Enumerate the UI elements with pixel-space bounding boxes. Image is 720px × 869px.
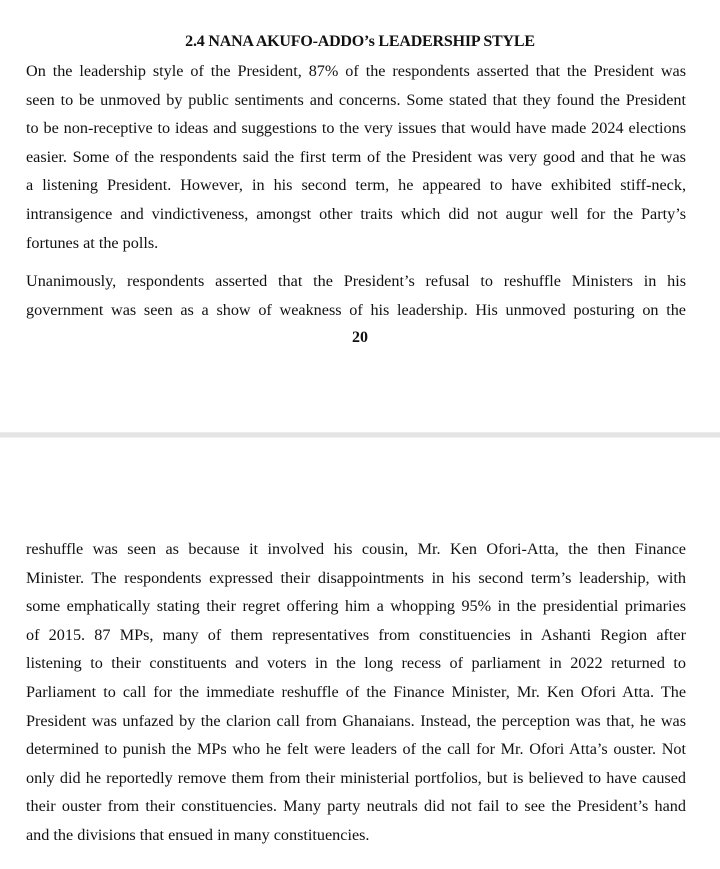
paragraph-leadership-style: [26, 57, 686, 257]
document-page-20: [0, 0, 720, 432]
text-line: only did he reportedly remove them from their ministerial portfolios, but is believed to have caused: [26, 768, 686, 787]
text-line: to be non-receptive to ideas and suggestions to the very issues that would have made 2024 elections: [26, 119, 686, 138]
text-line: Parliament to call for the immediate reshuffle of the Finance Minister, Mr. Ken Ofori Atta. The: [26, 682, 686, 701]
text-line: and the divisions that ensued in many constituencies.: [26, 825, 370, 844]
section-heading: 2.4 NANA AKUFO-ADDO’s LEADERSHIP STYLE: [185, 33, 535, 50]
text-line: seen to be unmoved by public sentiments and concerns. Some stated that they found the President: [26, 90, 686, 109]
text-line: some emphatically stating their regret offering him a whopping 95% in the presidential primaries: [26, 597, 686, 616]
text-line: government was seen as a show of weakness of his leadership. His unmoved posturing on the: [26, 300, 686, 319]
page-number: 20: [352, 329, 368, 346]
paragraph-continuation: [26, 535, 686, 850]
text-line: a listening President. However, in his second term, he appeared to have exhibited stiff-neck,: [26, 176, 686, 195]
text-line: fortunes at the polls.: [26, 233, 159, 252]
text-line: Minister. The respondents expressed their disappointments in his second term’s leadership, with: [26, 568, 686, 587]
text-line: easier. Some of the respondents said the first term of the President was very good and that he was: [26, 147, 686, 166]
text-line: determined to punish the MPs who he felt were leaders of the call for Mr. Ofori Atta’s ouster. Not: [26, 740, 686, 759]
text-line: President was unfazed by the clarion call from Ghanaians. Instead, the perception was that, he was: [26, 711, 686, 730]
text-line: reshuffle was seen as because it involved his cousin, Mr. Ken Ofori-Atta, the then Finance: [26, 540, 686, 558]
text-line: their ouster from their constituencies. Many party neutrals did not fail to see the President’s hand: [26, 797, 686, 816]
text-line: intransigence and vindictiveness, amongst other traits which did not augur well for the Party’s: [26, 204, 686, 223]
text-line: listening to their constituents and voters in the long recess of parliament in 2022 returned to: [26, 654, 686, 673]
text-line: Unanimously, respondents asserted that the President’s refusal to reshuffle Ministers in his: [26, 272, 686, 290]
text-line: On the leadership style of the President, 87% of the respondents asserted that the President was: [26, 62, 686, 80]
paragraph-reshuffle-refusal: [26, 267, 686, 324]
text-line: of 2015. 87 MPs, many of them representatives from constituencies in Ashanti Region after: [26, 625, 686, 644]
